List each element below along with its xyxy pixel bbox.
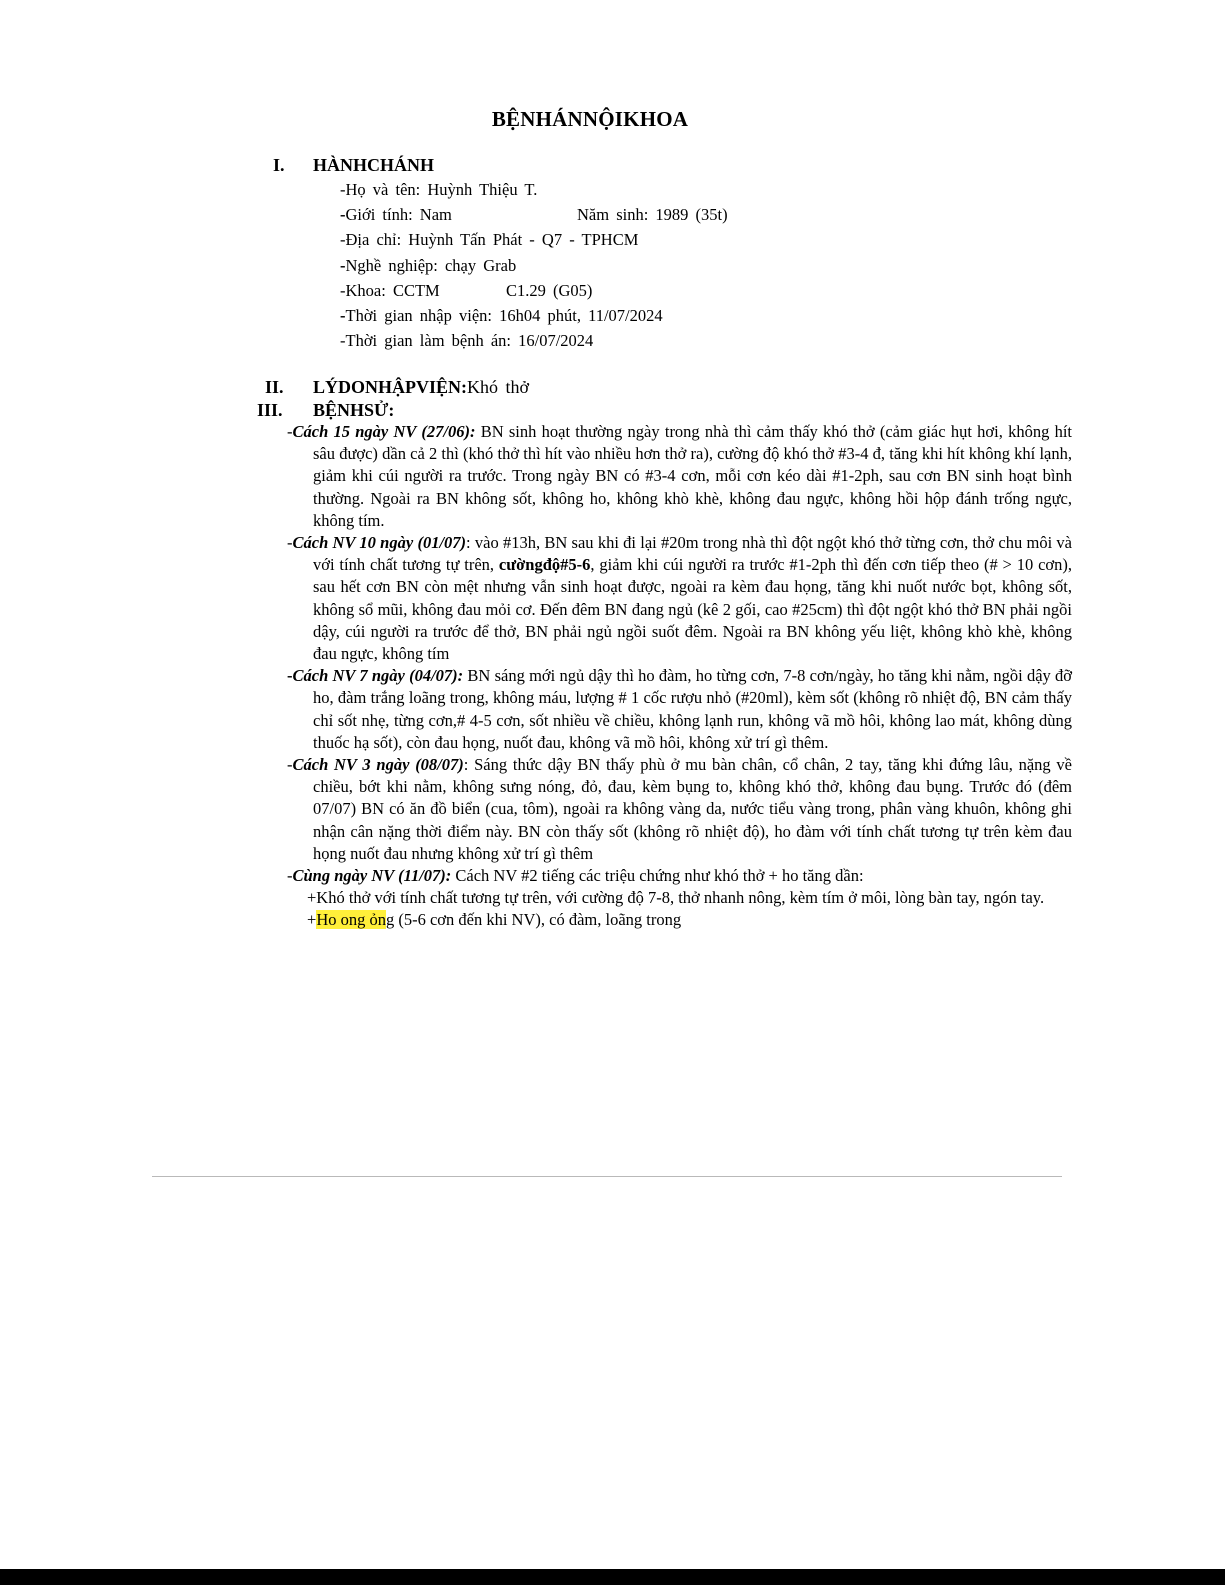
- history-paragraph-1: [287, 421, 1072, 532]
- p3-dash: -: [287, 666, 293, 686]
- history-paragraph-2: [287, 532, 1072, 665]
- p2-text-a: : vào #13h, BN sau khi đi lại #20m trong nhà thì đột ngột khó thở từng cơn, thở chu môi và với tính chất tương tự trên,: [313, 533, 1072, 575]
- p4-lead: Cách NV 3 ngày (08/07): [292, 755, 464, 775]
- admin-address: -Địa chỉ: Huỳnh Tấn Phát - Q7 - TPHCM: [340, 230, 639, 249]
- p1-dash: -: [287, 422, 293, 441]
- p1-text: BN sinh hoạt thường ngày trong nhà thì cảm thấy khó thở (cảm giác hụt hơi, không hít sâu được) dần cả 2 thì (khó thở thì hít vào nhiều hơn thở ra), cường độ khó thở #3-4 đ, tăng khi hít không khí lạnh, giảm khi cúi người ra trước. Trong ngày BN có #3-4 cơn, mỗi cơn kéo dài #1-2ph, sau cơn BN sinh hoạt bình thường. Ngoài ra BN không sốt, không ho, không khò khè, không đau ngực, không hồi hộp đánh trống ngực, không tím.: [313, 422, 1073, 530]
- admin-room: C1.29 (G05): [506, 281, 593, 300]
- admin-admit-time: [340, 306, 663, 326]
- p2-bold: cườngđộ#5-6: [498, 555, 591, 575]
- admin-job-text: Nghề nghiệp: chạy Grab: [345, 256, 517, 275]
- p2-lead: Cách NV 10 ngày (01/07): [292, 533, 467, 553]
- section-1-number: I.: [273, 155, 285, 175]
- p4-text: : Sáng thức dậy BN thấy phù ở mu bàn chân, cổ chân, 2 tay, tăng khi đứng lâu, nặng về chiều, bớt khi nằm, không sưng nóng, đỏ, đau, kèm bụng to, không khó thở, không đau bụng. Trước đó (đêm 07/07) BN có ăn đồ biển (cua, tôm), ngoài ra không vàng da, nước tiểu vàng trong, phân vàng khuôn, không ghi nhận cân nặng thời điểm này. BN còn thấy sốt (không rõ nhiệt độ), ho đàm với tính chất tương tự trên kèm đau họng nuốt đau nhưng không xử trí gì thêm: [313, 755, 1072, 863]
- history-paragraph-5: [287, 865, 1072, 887]
- p5-lead: Cùng ngày NV (11/07):: [292, 866, 452, 886]
- sub2-rest: g (5-6 cơn đến khi NV), có đàm, loãng trong: [385, 910, 682, 930]
- document-title: BỆNHÁNNỘIKHOA: [491, 107, 689, 131]
- section-2-heading: [313, 377, 529, 398]
- section-2-title: LÝDONHẬPVIỆN:: [313, 377, 468, 397]
- section-3-number: III.: [257, 400, 283, 420]
- highlighted-text: Ho ong ỏn: [316, 910, 386, 930]
- history-body: [287, 421, 1072, 932]
- p5-dash: -: [287, 866, 293, 886]
- section-3-title: BỆNHSỬ:: [313, 400, 395, 420]
- history-paragraph-3: [287, 665, 1072, 754]
- admin-admit-prefix: -: [340, 306, 346, 325]
- admin-name: -Họ và tên: Huỳnh Thiệu T.: [340, 180, 538, 199]
- admin-gender-prefix: -: [340, 205, 346, 224]
- p3-lead: Cách NV 7 ngày (04/07):: [292, 666, 464, 686]
- admin-job-prefix: -: [340, 256, 346, 275]
- sub2-plus: +: [307, 910, 317, 930]
- p5-text: Cách NV #2 tiếng các triệu chứng như khó thở + ho tăng dần:: [451, 866, 864, 886]
- admin-gender: [340, 205, 452, 225]
- admin-birth-year: Năm sinh: 1989 (35t): [577, 205, 728, 224]
- history-sub-item-1: +Khó thở với tính chất tương tự trên, với cường độ 7-8, thở nhanh nông, kèm tím ở môi, lòng bàn tay, ngón tay.: [307, 888, 1045, 908]
- p3-text: BN sáng mới ngủ dậy thì ho đàm, ho từng cơn, 7-8 cơn/ngày, ho tăng khi nằm, ngồi dậy đỡ ho, đàm trắng loãng trong, không máu, lượng # 1 cốc rượu nhỏ (#20ml), kèm sốt (không rõ nhiệt độ, BN cảm thấy chỉ sốt nhẹ, từng cơn,# 4-5 cơn, sốt nhiều về chiều, không lạnh run, không vã mồ hôi, không lao mát, không dùng thuốc hạ sốt), còn đau họng, nuốt đau, không vã mồ hôi, không xử trí gì thêm.: [313, 666, 1072, 752]
- bottom-bar: [0, 1569, 1225, 1585]
- history-sub-item-2: [287, 909, 1072, 931]
- section-2-number: II.: [265, 377, 284, 397]
- admin-record-time: -Thời gian làm bệnh án: 16/07/2024: [340, 331, 594, 350]
- admin-department: -Khoa: CCTM: [340, 281, 440, 300]
- admin-job: [340, 256, 516, 276]
- p4-dash: -: [287, 755, 293, 775]
- p1-lead: Cách 15 ngày NV (27/06):: [292, 422, 476, 441]
- p2-text-b: , giảm khi cúi người ra trước #1-2ph thì đến cơn tiếp theo (# > 10 cơn), sau hết cơn BN còn mệt nhưng vẫn sinh hoạt được, ngoài ra kèm đau họng, tăng khi nuốt nước bọt, không sốt, không sổ mũi, không đau mỏi cơ. Đến đêm BN đang ngủ (kê 2 gối, cao #25cm) thì đột ngột khó thở BN phải ngồi dậy, cúi người ra trước để thở, BN phải ngủ ngồi suốt đêm. Ngoài ra BN không yếu liệt, không khò khè, không đau ngực, không tím: [313, 555, 1072, 664]
- admin-gender-text: Giới tính: Nam: [345, 205, 452, 224]
- p2-dash: -: [287, 533, 293, 553]
- history-paragraph-4: [287, 754, 1072, 865]
- section-1-title: HÀNHCHÁNH: [313, 155, 434, 175]
- page-divider: [152, 1176, 1062, 1177]
- section-2-value: Khó thở: [467, 377, 530, 397]
- admin-admit-text: Thời gian nhập viện: 16h04 phút, 11/07/2024: [345, 306, 663, 325]
